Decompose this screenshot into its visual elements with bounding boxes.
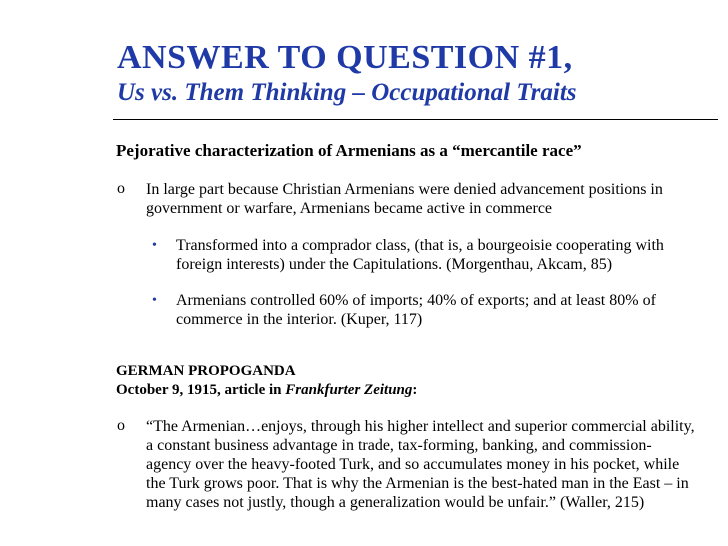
filled-bullet-icon: • xyxy=(152,238,157,253)
quote-text: “The Armenian…enjoys, through his higher intellect and superior commercial ability, a constant business advantage in trade, tax-forming, banking, and commission-agency over the heavy-footed Turk, and so accumulates money in his pocket, while the Turk grows poor. That is why the Armenian is the best-hated man in the East – in many cases not justly, though a generalization would be unfair.” (Waller, 215) xyxy=(146,418,695,511)
date-colon: : xyxy=(412,382,418,398)
bullet-quote xyxy=(116,417,696,512)
section-date-line xyxy=(116,381,696,400)
sub-bullet-text: Transformed into a comprador class, (that is, a bourgeoisie cooperating with foreign interests) under the Capitulations. (Morgenthau, Akcam, 85) xyxy=(176,237,664,273)
sub-bullet-comprador xyxy=(116,236,696,274)
slide-content xyxy=(116,140,696,512)
slide-title: ANSWER TO QUESTION #1, xyxy=(117,39,573,76)
bullet-commerce xyxy=(116,180,696,218)
sub-bullet-text: Armenians controlled 60% of imports; 40% of exports; and at least 80% of commerce in the interior. (Kuper, 117) xyxy=(176,292,656,328)
sub-bullet-imports xyxy=(116,291,696,329)
title-divider xyxy=(113,119,718,120)
source-title: Frankfurter Zeitung xyxy=(285,382,413,398)
slide-subtitle: Us vs. Them Thinking – Occupational Traits xyxy=(117,79,577,106)
hollow-bullet-icon: o xyxy=(117,417,125,434)
date-prefix: October 9, 1915, article in xyxy=(116,382,286,398)
hollow-bullet-icon: o xyxy=(117,180,125,197)
filled-bullet-icon: • xyxy=(152,293,157,308)
section-heading-german: GERMAN PROPOGANDA xyxy=(116,363,296,379)
bullet-text: In large part because Christian Armenians were denied advancement positions in government or warfare, Armenians became active in commerce xyxy=(146,181,663,217)
title-block xyxy=(117,38,697,108)
heading-pejorative: Pejorative characterization of Armenians as a “mercantile race” xyxy=(116,141,582,160)
